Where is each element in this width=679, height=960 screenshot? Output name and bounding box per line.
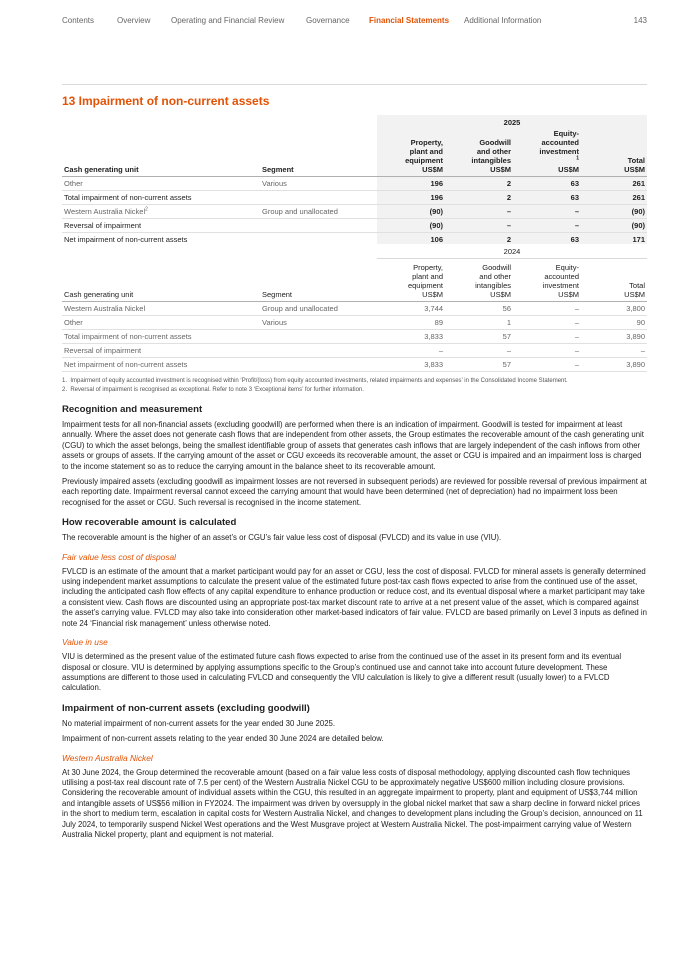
cell-equity: –	[513, 205, 581, 219]
subheading-viu: Value in use	[62, 637, 108, 648]
nav-link-overview[interactable]: Overview	[117, 16, 151, 25]
heading-impairment: Impairment of non-current assets (excluding goodwill)	[62, 702, 310, 714]
cell-cgu: Other	[64, 179, 83, 188]
cell-segment	[260, 219, 377, 233]
nav-link-contents[interactable]: Contents	[62, 16, 95, 25]
cell-segment	[260, 344, 377, 358]
cell-cgu: Western Australia Nickel	[64, 207, 146, 216]
footnotes	[62, 377, 647, 395]
cell-total: –	[581, 344, 647, 358]
cell-goodwill: 2	[445, 177, 513, 191]
cell-equity: 63	[513, 177, 581, 191]
paragraph: FVLCD is an estimate of the amount that a market participant would pay for an asset or CGU, less the cost of disposal. FVLCD for mineral assets is generally determined using independent market assumptions to calculate the present value of the estimated future post-tax cash flows expected to arise from the continued use of the asset, including the anticipated cash flow effects of any capital expenditure to enhance production or reduce cost, and its eventual disposal where a market participant may take a consistent view. Cash flows are discounted using an appropriate post-tax market discount rate to arrive at a net present value of the asset, which is compared against the asset’s carrying value. FVLCD may also take into consideration other market-based indicators of fair value. FVLCD are based primarily on Level 3 inputs as defined in note 24 ‘Financial risk management’ unless otherwise noted.	[62, 566, 647, 628]
top-navigation	[62, 16, 647, 30]
cell-cgu: Reversal of impairment	[62, 344, 260, 358]
header-ppe: Property, plant and equipment US$M	[377, 129, 445, 177]
cell-total: 90	[581, 316, 647, 330]
cell-ppe: 3,833	[377, 358, 445, 372]
cell-goodwill: 2	[445, 191, 513, 205]
cell-cgu: Net impairment of non-current assets	[62, 358, 260, 372]
cell-cgu: Total impairment of non-current assets	[62, 191, 260, 205]
header-cgu: Cash generating unit	[62, 259, 260, 302]
cell-total: (90)	[581, 219, 647, 233]
cell-total: 3,890	[581, 358, 647, 372]
cell-equity: 63	[513, 191, 581, 205]
paragraph: Previously impaired assets (excluding goodwill as impairment losses are not reversed in subsequent periods) are reviewed for possible reversal of previous impairment at each reporting date. Impairment reversal cannot exceed the carrying amount that would have been determined (net of depreciation) had no impairment loss been recognised for the asset or CGU. Such reversal is recognised in the income statement.	[62, 477, 647, 507]
cell-ppe: 196	[377, 177, 445, 191]
cell-total: 3,890	[581, 330, 647, 344]
paragraph: The recoverable amount is the higher of an asset’s or CGU’s fair value less cost of disposal (FVLCD) and its value in use (VIU).	[62, 533, 502, 543]
cell-segment: Group and unallocated	[260, 302, 377, 316]
table-year-label: 2024	[377, 244, 647, 259]
impairment-table-2025	[62, 115, 647, 247]
table-row	[62, 205, 647, 219]
table-year-row	[62, 115, 647, 129]
paragraph: At 30 June 2024, the Group determined the recoverable amount (based on a fair value less costs of disposal methodology, applying discounted cash flow techniques utilising a post-tax real discount rate of 7.5 per cent) of the Western Australia Nickel CGU to be approximately negative US$600 million including closure provisions. Considering the recoverable amount of individual assets within the CGU, this resulted in an aggregate impairment to property, plant and equipment of US$3,744 million and intangible assets of US$56 million in FY2024. The impairment was driven by oversupply in the global nickel market that saw a sharp decline in forward nickel prices in the short to medium term, escalation in capital costs for Western Australia Nickel, and changes to development plans including the Group’s decision, announced on 11 July 2024, to temporarily suspend Nickel West operations and the West Musgrave project at Western Australia Nickel. The post-impairment carrying value of Western Australia Nickel property, plant and equipment is not material.	[62, 767, 643, 839]
header-total: Total US$M	[581, 129, 647, 177]
paragraph: Impairment tests for all non-financial assets (excluding goodwill) are performed when there is an indication of impairment. Goodwill is tested for impairment at least annually. Where the asset does not generate cash flows that are independent from other assets, the Group estimates the recoverable amount of the cash generating unit (CGU) to which the asset belongs, being the smallest identifiable group of assets that generates cash inflows that are largely independent of the cash inflows from other assets or groups of assets. If the carrying amount of the asset or CGU exceeds its recoverable amount, the asset or CGU is impaired and an impairment loss is charged to the income statement so as to reduce the carrying amount in the balance sheet to its recoverable amount.	[62, 420, 644, 471]
cell-goodwill: 57	[445, 358, 513, 372]
header-goodwill: Goodwill and other intangibles US$M	[445, 259, 513, 302]
cell-ppe: (90)	[377, 205, 445, 219]
header-equity: Equity- accounted investment $^1$ US$M	[513, 129, 581, 177]
cell-segment	[260, 330, 377, 344]
footnote-1: 1. Impairment of equity accounted investment is recognised within ‘Profit/(loss) from equity accounted investments, related impairments and expenses’ in the Consolidated Income Statement.	[62, 378, 568, 384]
cell-equity: –	[513, 344, 581, 358]
header-total: Total US$M	[581, 259, 647, 302]
nav-link-financial-statements[interactable]: Financial Statements	[369, 16, 450, 25]
cell-cgu: Net impairment of non-current assets	[62, 233, 260, 247]
table-row	[62, 177, 647, 191]
table-row	[62, 344, 647, 358]
table-year-row	[62, 244, 647, 259]
section-title: 13 Impairment of non-current assets	[62, 94, 270, 108]
cell-goodwill: –	[445, 205, 513, 219]
cell-ppe: 3,744	[377, 302, 445, 316]
cell-ppe: 89	[377, 316, 445, 330]
subheading-western-australia-nickel: Western Australia Nickel	[62, 752, 153, 763]
cell-ppe: –	[377, 344, 445, 358]
subheading-fvlcd: Fair value less cost of disposal	[62, 551, 177, 562]
cell-segment: Various	[260, 177, 377, 191]
cell-goodwill: 1	[445, 316, 513, 330]
table-row	[62, 219, 647, 233]
cell-goodwill: 56	[445, 302, 513, 316]
cell-ppe: (90)	[377, 219, 445, 233]
paragraph: No material impairment of non-current assets for the year ended 30 June 2025.	[62, 718, 336, 728]
cell-equity: –	[513, 330, 581, 344]
cell-segment	[260, 358, 377, 372]
paragraph: Impairment of non-current assets relating to the year ended 30 June 2024 are detailed below.	[62, 734, 384, 744]
cell-total: 261	[581, 191, 647, 205]
table-year-label: 2025	[377, 115, 647, 129]
header-segment: Segment	[260, 259, 377, 302]
cell-cgu: Other	[62, 316, 260, 330]
paragraph: VIU is determined as the present value of the estimated future cash flows expected to arise from the continued use of the asset in its present form and its eventual disposal or closure. VIU is determined by applying assumptions specific to the Group’s continued use and cannot take into account future development. These assumptions are different to those used in calculating FVLCD and consequently the VIU calculation is likely to give a different result (usually lower) to a FVLCD calculation.	[62, 652, 622, 693]
nav-link-governance[interactable]: Governance	[306, 16, 350, 25]
table-header-row	[62, 129, 647, 177]
body-text	[62, 403, 647, 845]
impairment-table-2024	[62, 244, 647, 372]
table-row	[62, 302, 647, 316]
heading-recognition: Recognition and measurement	[62, 404, 203, 415]
cell-total: 261	[581, 177, 647, 191]
table-row	[62, 330, 647, 344]
nav-link-operating-financial-review[interactable]: Operating and Financial Review	[171, 16, 285, 25]
header-goodwill: Goodwill and other intangibles US$M	[445, 129, 513, 177]
footnote-ref: 2	[145, 206, 148, 213]
table-row	[62, 316, 647, 330]
cell-cgu: Reversal of impairment	[62, 219, 260, 233]
footnote-2: 2. Reversal of impairment is recognised as exceptional. Refer to note 3 ‘Exceptional items’ for further information.	[62, 387, 364, 393]
cell-cgu: Western Australia Nickel	[62, 302, 260, 316]
cell-equity: –	[513, 219, 581, 233]
cell-goodwill: 57	[445, 330, 513, 344]
cell-equity: –	[513, 358, 581, 372]
header-divider	[62, 84, 647, 85]
cell-equity: 63	[513, 233, 581, 247]
cell-segment: Group and unallocated	[260, 205, 377, 219]
table-header-row	[62, 259, 647, 302]
cell-ppe: 196	[377, 191, 445, 205]
page-number: 143	[633, 16, 647, 25]
cell-segment: Various	[260, 316, 377, 330]
cell-total: 3,800	[581, 302, 647, 316]
header-segment: Segment	[260, 129, 377, 177]
header-ppe: Property, plant and equipment US$M	[377, 259, 445, 302]
table-row	[62, 191, 647, 205]
cell-goodwill: –	[445, 344, 513, 358]
nav-link-additional-information[interactable]: Additional Information	[464, 16, 542, 25]
cell-goodwill: 2	[445, 233, 513, 247]
cell-cgu: Total impairment of non-current assets	[62, 330, 260, 344]
cell-equity: –	[513, 302, 581, 316]
footnote-ref: 1	[576, 155, 579, 162]
header-cgu: Cash generating unit	[62, 129, 260, 177]
cell-ppe: 3,833	[377, 330, 445, 344]
cell-goodwill: –	[445, 219, 513, 233]
header-equity: Equity- accounted investment US$M	[513, 259, 581, 302]
cell-ppe: 106	[377, 233, 445, 247]
table-row	[62, 358, 647, 372]
heading-recoverable-amount: How recoverable amount is calculated	[62, 517, 237, 529]
cell-segment	[260, 191, 377, 205]
cell-equity: –	[513, 316, 581, 330]
cell-total: 171	[581, 233, 647, 247]
cell-total: (90)	[581, 205, 647, 219]
